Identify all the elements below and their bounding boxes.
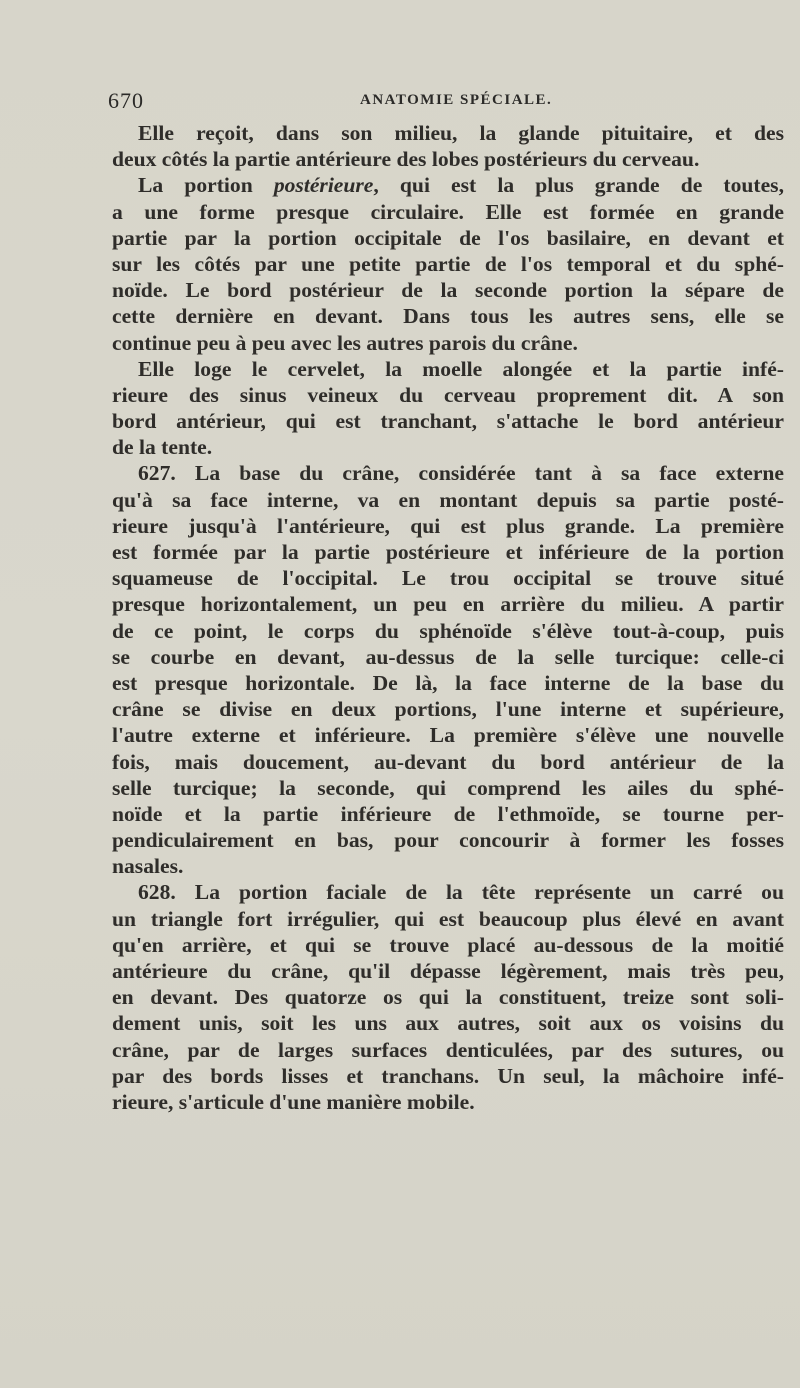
text-line: est presque horizontale. De là, la face interne de la base du <box>112 670 784 695</box>
text-line: rieure jusqu'à l'antérieure, qui est plus grande. La première <box>112 513 784 538</box>
text-line: est formée par la partie postérieure et inférieure de la portion <box>112 540 784 564</box>
text-line: noïde. Le bord postérieur de la seconde portion la sépare de <box>112 278 784 303</box>
text-line: 627. La base du crâne, considérée tant à sa face externe <box>138 461 784 486</box>
text-line: continue peu à peu avec les autres parois du crâne. <box>112 330 578 355</box>
text-line: crâne, par de larges surfaces denticulées, par des sutures, ou <box>112 1037 784 1062</box>
text-line: de la tente. <box>112 435 213 460</box>
body-text <box>112 120 784 1115</box>
text-line <box>112 172 784 198</box>
text-line: nasales. <box>112 854 184 879</box>
text-line: pendiculairement en bas, pour concourir à former les fosses <box>112 828 784 853</box>
text-line: selle turcique; la seconde, qui comprend les ailes du sphé- <box>112 775 784 800</box>
text-line: en devant. Des quatorze os qui la constituent, treize sont soli- <box>112 985 784 1010</box>
text-line: rieure, s'articule d'une manière mobile. <box>112 1089 475 1114</box>
text-line: par des bords lisses et tranchans. Un seul, la mâchoire infé- <box>112 1063 784 1088</box>
text-line: presque horizontalement, un peu en arrière du milieu. A partir <box>112 592 784 617</box>
text-line: Elle loge le cervelet, la moelle alongée et la partie infé- <box>138 356 784 381</box>
italic-term: postérieure <box>273 173 374 198</box>
text-line: cette dernière en devant. Dans tous les autres sens, elle se <box>112 304 784 329</box>
text-line: a une forme presque circulaire. Elle est formée en grande <box>112 199 784 224</box>
text-line: qu'en arrière, et qui se trouve placé au-dessous de la moitié <box>112 932 784 957</box>
text-line: sur les côtés par une petite partie de l'os temporal et du sphé- <box>112 251 784 276</box>
page-header <box>108 88 788 116</box>
text-line: crâne se divise en deux portions, l'une interne et supérieure, <box>112 697 784 722</box>
text-line: deux côtés la partie antérieure des lobes postérieurs du cerveau. <box>112 147 700 172</box>
text-line: l'autre externe et inférieure. La première s'élève une nouvelle <box>112 723 784 748</box>
running-title: ANATOMIE SPÉCIALE. <box>360 92 553 108</box>
text-line: un triangle fort irrégulier, qui est beaucoup plus élevé en avant <box>112 906 784 931</box>
text-line: se courbe en devant, au-dessus de la selle turcique: celle-ci <box>112 644 784 669</box>
text-segment: La portion <box>138 173 274 198</box>
page-number: 670 <box>108 88 144 113</box>
text-line: antérieure du crâne, qu'il dépasse légèrement, mais très peu, <box>112 959 784 983</box>
text-line: 628. La portion faciale de la tête représente un carré ou <box>138 880 784 905</box>
text-line: de ce point, le corps du sphénoïde s'élève tout-à-coup, puis <box>112 618 784 643</box>
text-line: bord antérieur, qui est tranchant, s'attache le bord antérieur <box>112 409 784 434</box>
text-line: squameuse de l'occipital. Le trou occipital se trouve situé <box>112 566 784 591</box>
text-line: qu'à sa face interne, va en montant depuis sa partie posté- <box>112 487 784 512</box>
text-line: partie par la portion occipitale de l'os basilaire, en devant et <box>112 225 784 250</box>
text-line: fois, mais doucement, au-devant du bord antérieur de la <box>112 749 784 774</box>
text-segment: , qui est la plus grande de toutes, <box>373 173 784 198</box>
text-line: rieure des sinus veineux du cerveau proprement dit. A son <box>112 382 784 407</box>
text-line: noïde et la partie inférieure de l'ethmoïde, se tourne per- <box>112 801 784 826</box>
text-line: dement unis, soit les uns aux autres, soit aux os voisins du <box>112 1011 784 1036</box>
text-line: Elle reçoit, dans son milieu, la glande pituitaire, et des <box>138 121 784 145</box>
